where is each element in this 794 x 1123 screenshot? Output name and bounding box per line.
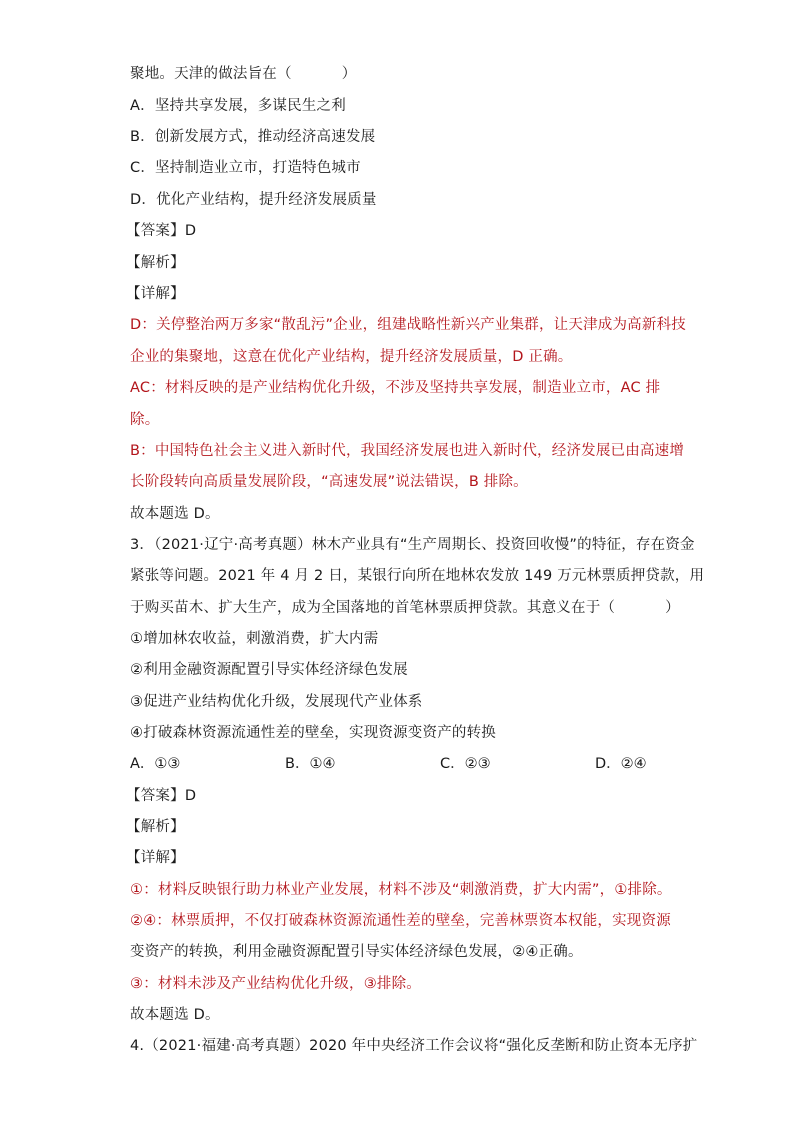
q3-stem-line: 紧张等问题。2021 年 4 月 2 日，某银行向所在地林农发放 149 万元林票质押贷款，用 [130, 568, 705, 584]
q3-answer [126, 786, 196, 806]
q2-stem-close: ） [341, 66, 357, 82]
q3-option-c: C．②③ [440, 756, 491, 772]
q3-explanation-line: ①：材料反映银行助力林业产业发展，材料不涉及“刺激消费，扩大内需”，①排除。 [130, 882, 672, 898]
q3-statement-2: ②利用金融资源配置引导实体经济绿色发展 [130, 662, 408, 678]
q3-explanation-line: ②④：林票质押，不仅打破森林资源流通性差的壁垒，完善林票资本权能，实现资源 [130, 913, 671, 929]
q2-detail-label: 【详解】 [126, 286, 185, 302]
q2-explanation-line: B：中国特色社会主义进入新时代，我国经济发展也进入新时代，经济发展已由高速增 [130, 443, 685, 459]
q2-explanation-line: 长阶段转向高质量发展阶段，“高速发展”说法错误，B 排除。 [130, 474, 528, 490]
q3-detail-label: 【详解】 [126, 850, 185, 866]
q2-stem-tail [130, 64, 356, 84]
q3-conclusion: 故本题选 D。 [130, 1007, 220, 1023]
q3-stem-text: 于购买苗木、扩大生产，成为全国落地的首笔林票质押贷款。其意义在于（ [130, 600, 616, 616]
q2-option-d: D．优化产业结构，提升经济发展质量 [130, 192, 377, 208]
q4-stem-line: 4.（2021·福建·高考真题）2020 年中央经济工作会议将“强化反垄断和防止资本无序扩 [130, 1038, 698, 1054]
q3-explanation-line: ③：材料未涉及产业结构优化升级，③排除。 [130, 976, 421, 992]
q3-analysis-label: 【解析】 [126, 819, 185, 835]
q3-stem-line: 3．（2021·辽宁·高考真题）林木产业具有“生产周期长、投资回收慢”的特征，存在资金 [130, 537, 695, 553]
q3-option-d: D．②④ [595, 756, 647, 772]
q2-option-a: A．坚持共享发展，多谋民生之利 [130, 98, 346, 114]
q3-statement-3: ③促进产业结构优化升级，发展现代产业体系 [130, 694, 423, 710]
q2-stem-text: 聚地。天津的做法旨在（ [130, 66, 292, 82]
q3-stem-close: ） [665, 600, 680, 616]
q2-analysis-label: 【解析】 [126, 255, 185, 271]
q2-explanation-line: AC：材料反映的是产业结构优化升级，不涉及坚持共享发展，制造业立市，AC 排 [130, 380, 661, 396]
q2-answer [126, 221, 196, 241]
q2-option-c: C．坚持制造业立市，打造特色城市 [130, 160, 361, 176]
q2-option-b: B．创新发展方式，推动经济高速发展 [130, 129, 376, 145]
q3-stem-line [130, 598, 680, 618]
q3-answer-label: 【答案】 [126, 788, 185, 804]
q2-explanation-line: 除。 [130, 412, 160, 428]
q3-option-a: A．①③ [130, 756, 181, 772]
q3-statement-1: ①增加林农收益，刺激消费，扩大内需 [130, 631, 379, 647]
q2-explanation-line: D：关停整治两万多家“散乱污”企业，组建战略性新兴产业集群，让天津成为高新科技 [130, 317, 686, 333]
q3-option-b: B．①④ [285, 756, 336, 772]
q3-statement-4: ④打破森林资源流通性差的壁垒，实现资源变资产的转换 [130, 725, 496, 741]
q2-explanation-line: 企业的集聚地，这意在优化产业结构，提升经济发展质量，D 正确。 [130, 349, 573, 365]
q3-explanation-line: 变资产的转换，利用金融资源配置引导实体经济绿色发展，②④正确。 [130, 944, 583, 960]
q3-answer-value: D [184, 788, 197, 804]
q2-answer-label: 【答案】 [126, 223, 185, 239]
q2-answer-value: D [184, 223, 197, 239]
q2-conclusion: 故本题选 D。 [130, 506, 220, 522]
